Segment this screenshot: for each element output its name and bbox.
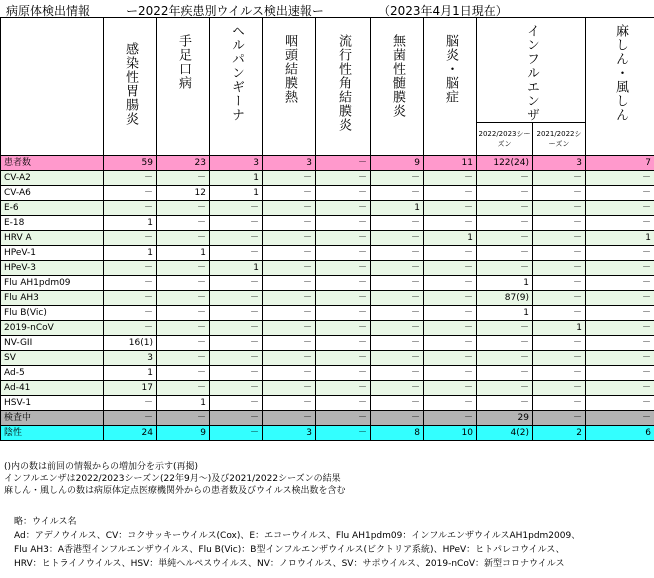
table-cell: － [157,351,210,366]
table-cell: 6 [586,426,654,441]
table-cell: － [477,261,533,276]
abbreviation-line: Ad：アデノウイルス、CV：コクサッキーウイルス(Cox)、E：エコーウイルス、Flu AH1pdm09：インフルエンザウイルスAH1pdm2009、 [14,531,581,541]
table-row [1,186,654,201]
col-header-label: ヘルパンギーナ [229,24,244,122]
table-cell: 1 [157,396,210,411]
col-header-hfmd [157,18,210,156]
table-cell: － [586,351,654,366]
table-cell: － [424,396,477,411]
table-cell: － [586,276,654,291]
row-label: 陰性 [1,426,104,441]
table-cell: － [316,321,371,336]
table-cell: 29 [477,411,533,426]
table-cell: － [316,381,371,396]
footnote: 麻しん・風しんの数は病原体定点医療機関外からの患者数及びウイルス検出数を含む [4,486,346,496]
page-title: 病原体検出情報 [6,4,91,18]
table-cell: － [104,276,157,291]
virus-detection-table [0,17,654,441]
col-header-label: 感染性胃腸炎 [123,42,138,126]
table-cell: － [371,261,424,276]
table-cell: － [586,216,654,231]
table-cell: － [586,381,654,396]
abbreviation-line: HRV：ヒトライノウイルス、HSV：単純ヘルペスウイルス、NV：ノロウイルス、SV：サポウイルス、2019-nCoV：新型コロナウイルス [14,559,565,569]
table-row [1,156,654,171]
table-cell: － [477,186,533,201]
abbreviation-heading: 略：ウイルス名 [14,517,77,527]
table-cell: － [371,291,424,306]
table-cell: － [586,261,654,276]
table-cell: － [477,231,533,246]
table-cell: － [477,366,533,381]
table-cell: － [157,231,210,246]
table-cell: － [533,396,586,411]
table-cell: － [263,321,316,336]
table-cell: － [477,336,533,351]
table-cell: － [533,201,586,216]
table-cell: 3 [210,156,263,171]
table-row [1,231,654,246]
table-cell: － [104,411,157,426]
table-cell: － [316,411,371,426]
col-header-encephalitis [424,18,477,156]
table-cell: － [210,321,263,336]
table-cell: － [210,306,263,321]
table-cell: － [533,276,586,291]
table-cell: － [424,381,477,396]
table-cell: － [533,186,586,201]
row-label: E-6 [1,201,104,216]
table-cell: 1 [477,306,533,321]
table-cell: － [210,216,263,231]
row-label: Flu AH3 [1,291,104,306]
table-cell: 9 [371,156,424,171]
row-label: NV-GII [1,336,104,351]
table-cell: － [157,321,210,336]
table-cell: － [316,216,371,231]
table-cell: 59 [104,156,157,171]
table-cell: － [263,216,316,231]
table-cell: － [210,276,263,291]
table-cell: － [424,276,477,291]
table-cell: － [533,231,586,246]
table-cell: － [424,186,477,201]
table-cell: － [371,171,424,186]
table-cell: － [104,171,157,186]
table-cell: － [477,351,533,366]
table-cell: － [533,381,586,396]
table-cell: 12 [157,186,210,201]
table-cell: － [533,246,586,261]
table-cell: － [586,201,654,216]
table-cell: － [533,351,586,366]
table-cell: 2 [533,426,586,441]
table-row [1,381,654,396]
table-cell: － [316,201,371,216]
influenza-season-current: 2022/2023シーズン [477,123,533,156]
table-cell: 17 [104,381,157,396]
table-cell: － [104,201,157,216]
table-cell: 1 [533,321,586,336]
table-cell: － [104,291,157,306]
table-cell: － [533,366,586,381]
table-cell: 23 [157,156,210,171]
table-cell: － [316,336,371,351]
table-cell: － [477,171,533,186]
table-cell: － [157,306,210,321]
table-cell: － [424,246,477,261]
footnote: インフルエンザは2022/2023シーズン(22年9月～)及び2021/2022シーズンの結果 [4,474,341,484]
col-header-label: インフルエンザ [524,24,539,122]
row-label: HPeV-3 [1,261,104,276]
row-label: HRV A [1,231,104,246]
table-cell: － [263,231,316,246]
table-cell: － [533,216,586,231]
table-cell: 1 [586,231,654,246]
col-header-keratoconjunctivitis [316,18,371,156]
row-label: Flu AH1pdm09 [1,276,104,291]
table-row [1,291,654,306]
table-cell: － [316,291,371,306]
table-row [1,306,654,321]
table-cell: － [263,306,316,321]
table-row [1,351,654,366]
table-cell: － [157,261,210,276]
table-cell: － [210,426,263,441]
table-cell: － [371,396,424,411]
table-cell: － [533,411,586,426]
row-label: 検査中 [1,411,104,426]
row-label: Ad-5 [1,366,104,381]
table-row [1,216,654,231]
table-cell: － [371,366,424,381]
footnote: ()内の数は前回の情報からの増加分を示す(再掲) [4,462,199,472]
table-cell: － [424,291,477,306]
table-cell: － [586,336,654,351]
table-cell: － [586,246,654,261]
table-cell: 1 [157,246,210,261]
table-cell: － [316,186,371,201]
table-cell: － [157,216,210,231]
table-cell: － [104,306,157,321]
col-header-herpangina [210,18,263,156]
table-cell: － [371,231,424,246]
table-cell: － [263,351,316,366]
col-header-gastroenteritis [104,18,157,156]
table-cell: 24 [104,426,157,441]
table-cell: － [316,276,371,291]
table-cell: － [586,171,654,186]
table-cell: 1 [424,231,477,246]
table-cell: － [210,381,263,396]
table-cell: － [477,396,533,411]
col-header-label: 流行性角結膜炎 [336,34,351,132]
table-cell: 3 [263,426,316,441]
table-cell: － [210,246,263,261]
table-cell: － [424,411,477,426]
table-cell: － [316,396,371,411]
table-cell: 1 [104,216,157,231]
row-label: HSV-1 [1,396,104,411]
table-cell: 87(9) [477,291,533,306]
table-cell: － [263,186,316,201]
table-row [1,411,654,426]
table-cell: － [477,381,533,396]
table-cell: － [586,396,654,411]
table-cell: － [263,246,316,261]
table-cell: 1 [371,201,424,216]
table-cell: － [263,396,316,411]
table-cell: － [424,216,477,231]
col-header-label: 麻しん・風しん [613,24,628,122]
table-cell: － [371,381,424,396]
table-cell: 3 [104,351,157,366]
table-cell: － [477,246,533,261]
table-cell: － [371,336,424,351]
table-cell: － [263,366,316,381]
table-cell: － [371,216,424,231]
table-row [1,246,654,261]
col-header-label: 咽頭結膜熱 [282,34,297,104]
table-cell: － [210,231,263,246]
table-cell: － [424,261,477,276]
table-cell: － [371,306,424,321]
table-cell: － [316,306,371,321]
row-label: CV-A6 [1,186,104,201]
table-cell: － [586,186,654,201]
table-cell: － [263,201,316,216]
table-cell: － [533,336,586,351]
row-label: Flu B(Vic) [1,306,104,321]
col-header-pharyngoconjunctival-fever [263,18,316,156]
col-header-influenza [477,18,586,123]
table-cell: 11 [424,156,477,171]
table-cell: － [424,306,477,321]
influenza-season-previous: 2021/2022シーズン [533,123,586,156]
table-cell: － [210,366,263,381]
table-cell: － [371,321,424,336]
abbreviation-legend [14,515,580,571]
col-header-label: 無菌性髄膜炎 [390,34,405,118]
row-label: Ad-41 [1,381,104,396]
row-label: SV [1,351,104,366]
table-row [1,396,654,411]
table-row [1,261,654,276]
table-cell: － [157,381,210,396]
col-header-label: 脳炎・脳症 [443,34,458,104]
table-cell: － [157,411,210,426]
table-cell: － [263,261,316,276]
table-cell: － [316,171,371,186]
table-cell: 8 [371,426,424,441]
table-cell: － [210,396,263,411]
corner-cell [1,18,104,156]
table-cell: － [424,201,477,216]
table-cell: － [371,246,424,261]
table-cell: － [104,396,157,411]
table-cell: － [424,321,477,336]
report-date: （2023年4月1日現在） [378,4,508,18]
table-cell: － [316,426,371,441]
table-cell: － [586,321,654,336]
table-row [1,276,654,291]
table-cell: － [424,351,477,366]
table-cell: － [586,366,654,381]
table-row [1,171,654,186]
table-cell: 3 [533,156,586,171]
abbreviation-line: Flu AH3：A香港型インフルエンザウイルス、Flu B(Vic)：B型インフルエンザウイルス(ビクトリア系統)、HPeV：ヒトパレコウイルス、 [14,545,565,555]
table-cell: － [371,411,424,426]
table-cell: 7 [586,156,654,171]
table-cell: － [533,261,586,276]
table-cell: － [316,246,371,261]
table-cell: 3 [263,156,316,171]
table-cell: － [371,351,424,366]
table-cell: 4(2) [477,426,533,441]
table-row [1,426,654,441]
table-cell: － [263,276,316,291]
table-cell: － [586,291,654,306]
table-cell: － [104,321,157,336]
table-cell: － [477,321,533,336]
report-subtitle: ー2022年疾患別ウイルス検出速報ー [126,4,324,18]
table-cell: － [424,336,477,351]
table-cell: 9 [157,426,210,441]
table-row [1,336,654,351]
table-cell: － [424,366,477,381]
table-cell: － [371,186,424,201]
table-cell: － [104,186,157,201]
table-cell: － [157,171,210,186]
table-cell: － [424,171,477,186]
table-cell: － [210,351,263,366]
col-header-measles-rubella [586,18,654,156]
table-cell: － [210,336,263,351]
col-header-aseptic-meningitis [371,18,424,156]
table-cell: － [533,291,586,306]
table-cell: 1 [210,261,263,276]
table-cell: － [533,306,586,321]
table-cell: － [263,291,316,306]
table-cell: － [263,171,316,186]
table-cell: － [104,231,157,246]
table-cell: － [316,261,371,276]
table-cell: 1 [210,186,263,201]
table-cell: － [316,351,371,366]
table-cell: 1 [477,276,533,291]
table-cell: － [533,171,586,186]
table-cell: － [263,336,316,351]
table-cell: － [157,276,210,291]
table-cell: － [157,291,210,306]
table-cell: － [157,336,210,351]
row-label: HPeV-1 [1,246,104,261]
table-cell: 1 [104,366,157,381]
table-cell: － [316,156,371,171]
table-cell: － [586,411,654,426]
row-label: 患者数 [1,156,104,171]
table-cell: － [157,201,210,216]
table-cell: － [477,201,533,216]
row-label: E-18 [1,216,104,231]
table-cell: 10 [424,426,477,441]
table-row [1,321,654,336]
table-cell: － [316,231,371,246]
table-cell: － [586,306,654,321]
table-row [1,366,654,381]
table-cell: － [157,366,210,381]
table-cell: － [263,411,316,426]
table-cell: 1 [210,171,263,186]
table-cell: － [477,216,533,231]
row-label: CV-A2 [1,171,104,186]
table-cell: － [104,261,157,276]
table-cell: － [316,366,371,381]
row-label: 2019-nCoV [1,321,104,336]
table-cell: － [210,291,263,306]
table-cell: 122(24) [477,156,533,171]
table-cell: 16(1) [104,336,157,351]
table-cell: 1 [104,246,157,261]
table-row [1,201,654,216]
table-cell: － [371,276,424,291]
table-cell: － [210,411,263,426]
table-cell: － [263,381,316,396]
col-header-label: 手足口病 [176,34,191,90]
table-cell: － [210,201,263,216]
